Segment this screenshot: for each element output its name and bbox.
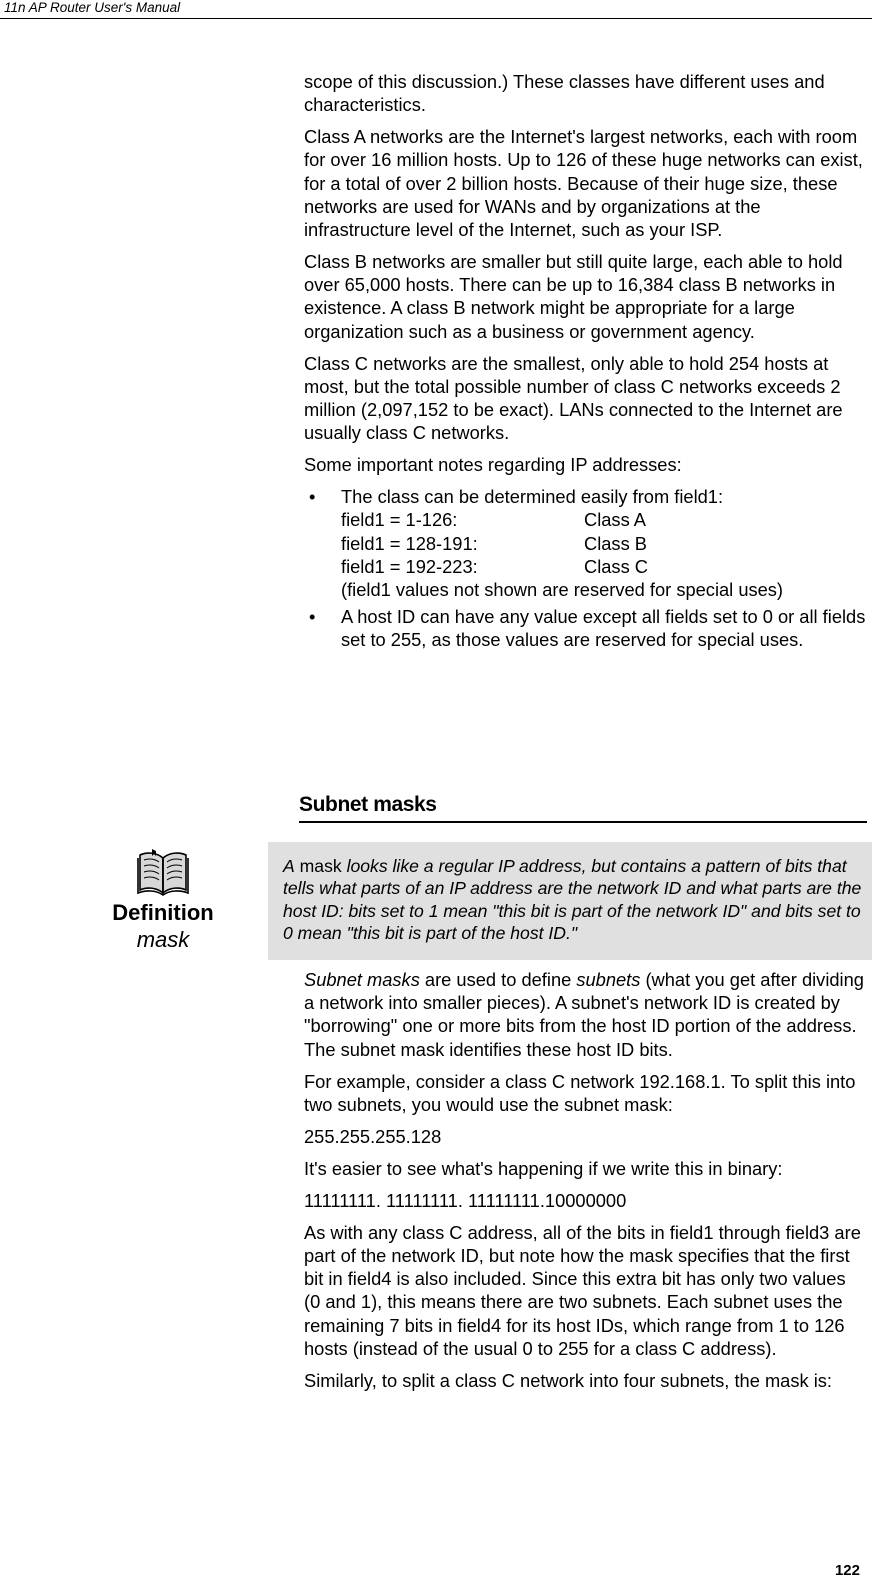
- class-value: Class C: [584, 555, 648, 577]
- term-subnet-masks: Subnet masks: [304, 969, 420, 990]
- manual-title: 11n AP Router User's Manual: [4, 0, 181, 15]
- definition-term: mask: [136, 927, 190, 952]
- bullet-icon: •: [309, 606, 316, 628]
- definition-text: [283, 855, 865, 945]
- bullet-note: (field1 values not shown are reserved for special uses): [341, 579, 784, 601]
- paragraph-four-subnets: Similarly, to split a class C network into four subnets, the mask is:: [304, 1369, 832, 1391]
- definition-label: Definition: [112, 900, 214, 925]
- page-header: [0, 0, 872, 19]
- paragraph-class-b: Class B networks are smaller but still quite large, each able to hold over 65,000 hosts. There can be up to 16,384 class B networks in existence. A class B network might be appropriate for a large organization such as a business or government agency.: [304, 251, 843, 342]
- main-content-top: [304, 70, 866, 656]
- bullet-intro: The class can be determined easily from field1:: [341, 486, 724, 508]
- paragraph-notes-intro: Some important notes regarding IP addresses:: [304, 454, 682, 476]
- paragraph-binary-intro: It's easier to see what's happening if we write this in binary:: [304, 1157, 783, 1179]
- class-value: Class A: [584, 509, 646, 531]
- bullet-icon: •: [309, 486, 316, 508]
- paragraph-explanation: As with any class C address, all of the bits in field1 through field3 are part of the network ID, but note how the mask specifies that the first bit in field4 is also included. Since this extra bit has only two values (0 and 1), this means there are two subnets. Each subnet uses the remaining 7 bits in field4 for its host IDs, which range from 1 to 126 hosts (instead of the usual 0 to 255 for a class C address).: [304, 1221, 861, 1359]
- paragraph: scope of this discussion.) These classes have different uses and characteristics.: [304, 71, 825, 116]
- text: (what you get after dividing a network into smaller pieces). A subnet's network ID is created by "borrowing" one or more bits from the host ID portion of the address. The subnet mask identifies these host ID bits.: [304, 969, 864, 1060]
- main-content-bottom: [304, 968, 866, 1401]
- definition-body: looks like a regular IP address, but contains a pattern of bits that tells what parts of an IP address are the network ID and what parts are the host ID: bits set to 1 mean "this bit is part of the network ID" and bits set to 0 mean "this bit is part of the host ID.": [283, 856, 862, 944]
- term-subnets: subnets: [576, 969, 641, 990]
- class-row: [341, 532, 866, 555]
- binary-mask-value: 11111111. 11111111. 11111111.10000000: [304, 1189, 627, 1211]
- class-range: field1 = 128-191:: [341, 532, 478, 554]
- open-book-icon: [136, 848, 190, 896]
- definition-lead: A: [283, 856, 295, 876]
- bullet-text: A host ID can have any value except all fields set to 0 or all fields set to 255, as those values are reserved for special uses.: [341, 606, 866, 651]
- section-heading-subnet-masks: Subnet masks: [299, 791, 867, 823]
- class-row: [341, 555, 866, 578]
- definition-keyword: mask: [294, 856, 347, 876]
- class-value: Class B: [584, 532, 647, 554]
- text: are used to define: [419, 969, 577, 990]
- paragraph-class-a: Class A networks are the Internet's largest networks, each with room for over 16 million hosts. Up to 126 of these huge networks can exist, for a total of over 2 billion hosts. Because of their huge size, these networks are used for WANs and by organizations at the infrastructure level of the Internet, such as your ISP.: [304, 126, 863, 241]
- class-range: field1 = 192-223:: [341, 555, 478, 577]
- class-range: field1 = 1-126:: [341, 509, 458, 531]
- bullet-item-class-determination: [304, 485, 866, 601]
- page-number: 122: [834, 1562, 860, 1579]
- subnet-mask-value: 255.255.255.128: [304, 1125, 442, 1147]
- paragraph-class-c: Class C networks are the smallest, only able to hold 254 hosts at most, but the total possible number of class C networks exceeds 2 million (2,097,152 to be exact). LANs connected to the Internet are usually class C networks.: [304, 352, 843, 444]
- paragraph-subnet-intro: [304, 968, 866, 1061]
- class-row: [341, 508, 866, 531]
- bullet-item-host-id: [304, 605, 866, 651]
- paragraph-example: For example, consider a class C network 192.168.1. To split this into two subnets, you would use the subnet mask:: [304, 1070, 856, 1115]
